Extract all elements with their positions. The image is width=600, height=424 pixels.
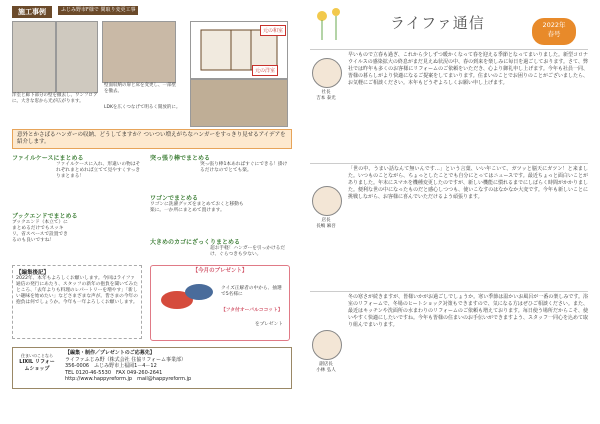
avatar — [312, 330, 342, 360]
footer-web[interactable]: http://www.happyreform.jp mail@happyreform.jp — [65, 376, 192, 382]
staff-name: 副店長 小林 弘人 — [316, 362, 336, 373]
callout-youshitsu: 元の洋室 — [252, 65, 278, 76]
tip-headline: 意外とかさばるハンガーの収納、どうしてますか？ついつい増えがちなハンガーをすっきり見せるアイデアを紹介します。 — [12, 129, 292, 149]
tip-text: 突っ張り棒1本あればすぐにできる！掛けるだけなのでとても楽。 — [200, 162, 288, 174]
avatar — [312, 58, 342, 88]
works-subtitle: ふじみ野市F様で 間取り変更工事 — [58, 6, 138, 15]
issue-badge — [532, 18, 576, 45]
editor-note — [12, 265, 142, 339]
present-box — [150, 265, 290, 341]
photo-before-1 — [12, 21, 56, 93]
masthead — [310, 4, 588, 46]
present-item: 【フタ付オーバルココット】 — [221, 308, 283, 313]
right-page — [300, 0, 600, 423]
issue-season: 春号 — [547, 30, 561, 38]
tip-title: ブックエンドでまとめる — [12, 213, 78, 220]
issue-year: 2022年 — [542, 21, 566, 29]
works-photos — [12, 21, 292, 126]
footer-text — [65, 350, 275, 383]
footer-title: 【編集・制作／プレゼントのご応募先】 — [65, 350, 155, 356]
tip-text: ファイルケースに入れ、形違いの物はそれぞれまとめれば立てて見やすくすっきりまとまる！ — [56, 162, 141, 180]
editor-heading: 【編集後記】 — [16, 270, 50, 276]
tip-title: 大きめのカゴにざっくりまとめる — [150, 239, 241, 246]
work-note-2: 壁面収納の扉と床を変更し、一部壁を撤去。 — [104, 83, 176, 94]
hanger-tips — [12, 151, 292, 261]
photo-after — [190, 79, 288, 127]
work-note-1: 洋室と廊下部分の壁を撤去し、ワンフロアに。大きな窓から光が広がります。 — [12, 93, 100, 104]
tip-bookend — [12, 211, 142, 244]
staff-message-3 — [310, 291, 588, 424]
tip-text: 超お手軽！ハンガーを引っかけるだけ、ぐらつきも少ない。 — [210, 246, 286, 258]
present-suffix: をプレゼント — [255, 322, 283, 327]
staff-name: 店長 長嶋 麻吾 — [316, 218, 336, 229]
present-heading: 【今月のプレゼント】 — [192, 268, 248, 274]
present-text: クイズ正解者の中から、抽選で5名様に — [221, 286, 282, 298]
tip-title: ワゴンでまとめる — [150, 195, 199, 202]
footer-address: 356-0006 ふじみ野市上福岡1－4－12 — [65, 363, 157, 369]
cocotte-icon — [157, 278, 217, 312]
tip-tension-rod — [150, 153, 288, 174]
bottom-area — [12, 265, 292, 345]
flower-illustration — [310, 4, 370, 44]
staff-name: 社長 吉本 泰光 — [316, 90, 336, 101]
tip-text: ブックエンド（本立て）にまとめるだけでもスッキリ。省スペースで設置できるのも良いですね！ — [12, 220, 68, 244]
tip-text: ワゴンに洗濯グッズをまとめておくと移動も楽に。一か所にまとめて置けます。 — [150, 202, 244, 214]
footer-info — [12, 347, 292, 389]
footer-company: ライファふじみ野（株式会社 住協リフォーム事業部） — [65, 356, 186, 363]
avatar — [312, 186, 342, 216]
tip-basket — [150, 237, 288, 258]
newsletter-title: ライファ通信 — [390, 14, 485, 32]
photo-room — [102, 21, 176, 83]
lixil-logo: 住まいのことなら LIXIL リフォームショップ — [19, 353, 55, 372]
tip-title: 突っ張り棒でまとめる — [150, 155, 211, 162]
staff-text: 早いもので立春も過ぎ、これから少しずつ暖かくなって春を迎える季節となってまいりました。新型コロナウイルスの感染拡大の終息がまだ見えぬ状況の中、春の到来を楽しみに毎日を過ごしております。さて、弊社では昨年も多くのお客様にリフォームのご依頼をいただき、心より御礼申し上げます。今年も社員一同、皆様の暮らしがより快適になるご提案をしてまいります。住まいのことでお困りのことがございましたら、お気軽にご相談ください。本年もどうぞよろしくお願い申し上げます。 — [348, 52, 588, 86]
tip-title: ファイルケースにまとめる — [12, 155, 84, 162]
callout-washitsu: 元の和室 — [260, 25, 286, 36]
works-label: 施工事例 — [12, 6, 52, 18]
staff-text: 冬の寒さが続きますが、皆様いかがお過ごしでしょうか。寒い季節は温かいお風呂が一番の楽しみです。浴室のリフォームで、冬場のヒートショック対策もできますので、気になる方はぜひご相談ください。また、最近はキッチンや洗面所の水まわりのリフォームのご依頼も増えております。毎日使う場所だからこそ、使いやすく快適にしたいですね。今年も皆様の住まいのお手伝いができますよう、スタッフ一同心を込めて取り組んでまいります。 — [348, 294, 589, 328]
photo-before-2 — [56, 21, 98, 93]
tip-wagon — [150, 193, 288, 214]
editor-text: 2022年、本年もよろしくお願いします。今回はライファ通信の発行にあたり、スタッフの新年の抱負を聞いてみたところ、「去年よりも料理のレパートリーを増やす」「新しい趣味を始めたい」などさまざまな声が。皆さまの今年の抱負は何でしょうか。今年も一年よろしくお願いします。 — [16, 276, 138, 306]
footer-tel: TEL 0120-46-5530 FAX 049-260-2641 — [65, 369, 163, 376]
tip-file-case — [12, 153, 142, 180]
left-page — [0, 0, 300, 423]
work-note-3: LDKを広くつなげて明るく開放的に。 — [104, 105, 184, 111]
staff-message-2 — [310, 163, 588, 288]
staff-message-1 — [310, 49, 588, 160]
staff-text: 「世の中、うまい話なんて無いんです…」という言葉、いい年こいて、ガツッと脳天にガツン！と来ました。いつものことながら、ちょっとしたことでも自分にとってはニュースです。最近ちょっと面白いことがありました。年末にスマホを機種変更したのですが、新しい機能に慣れるまでにしばらく時間がかかりました。便利な世の中になったものだと感心しつつも、使いこなすのはなかなか大変です。今年も新しいことに挑戦しながら、お客様に喜んでいただけるよう頑張ります。 — [348, 166, 588, 200]
